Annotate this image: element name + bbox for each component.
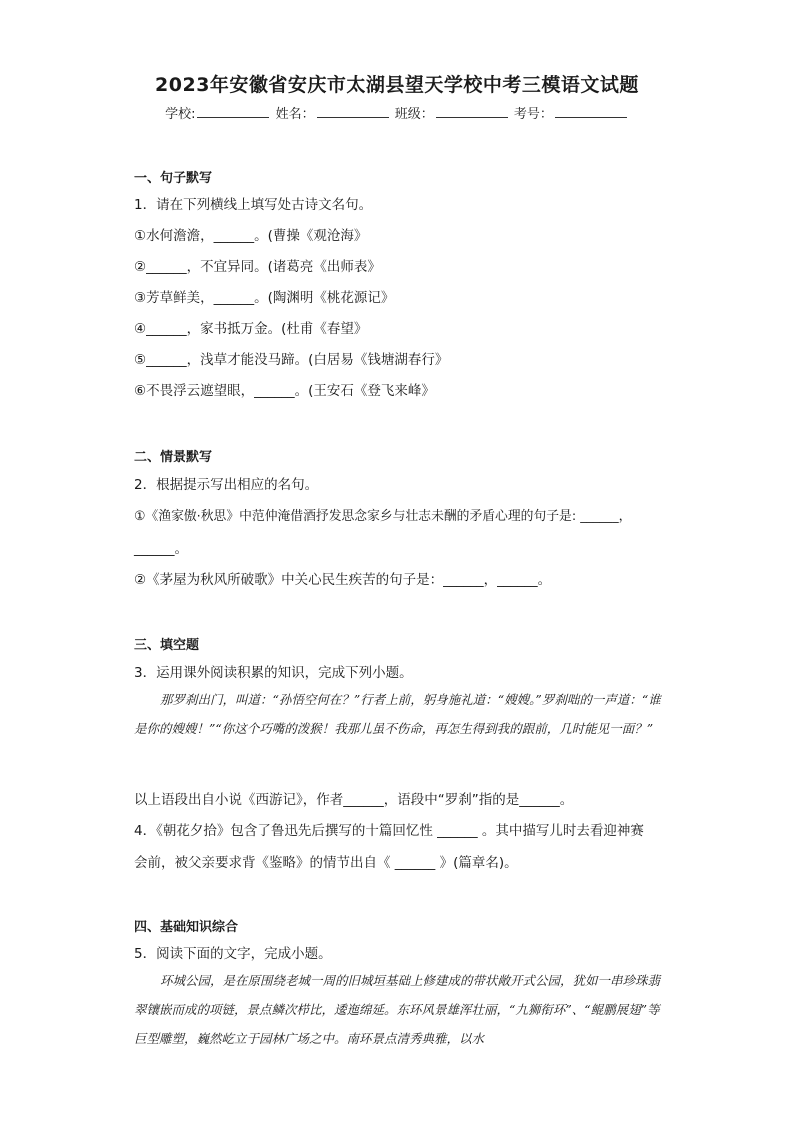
name-label: 姓名： xyxy=(275,107,315,122)
school-label: 学校: xyxy=(165,107,196,122)
question-1-item-2: ②______，不宜异同。(诸葛亮《出师表》 xyxy=(134,259,381,275)
question-2-item-1: ①《渔家傲·秋思》中范仲淹借酒抒发思念家乡与壮志未酬的矛盾心理的句子是: ______， xyxy=(134,509,632,524)
student-info-row xyxy=(0,103,794,122)
exam-title: 2023年安徽省安庆市太湖县望天学校中考三模语文试题 xyxy=(155,74,639,96)
question-3: 3．运用课外阅读积累的知识，完成下列小题。 xyxy=(134,665,413,681)
question-1: 1．请在下列横线上填写处古诗文名句。 xyxy=(134,197,373,213)
question-2-item-1-cont: ______。 xyxy=(134,541,188,557)
question-1-item-3: ③芳草鲜美，______。(陶渊明《桃花源记》 xyxy=(134,290,395,306)
question-2: 2．根据提示写出相应的名句。 xyxy=(134,477,319,493)
question-1-item-6: ⑥不畏浮云遮望眼，______。(王安石《登飞来峰》 xyxy=(134,383,435,399)
question-3-blank-line: 以上语段出自小说《西游记》，作者______，语段中“罗刹”指的是______。 xyxy=(134,792,574,808)
exam-no-blank[interactable] xyxy=(555,105,627,118)
section-heading-1: 一、句子默写 xyxy=(134,171,213,186)
question-4: 4．《朝花夕拾》包含了鲁迅先后撰写的十篇回忆性 ______ 。其中描写儿时去看迎神赛 xyxy=(134,823,644,839)
class-label: 班级： xyxy=(394,107,434,122)
question-4-cont: 会前，被父亲要求背《鉴略》的情节出自《 ______ 》(篇章名)。 xyxy=(134,855,518,871)
section-heading-2: 二、情景默写 xyxy=(134,450,213,465)
name-blank[interactable] xyxy=(317,105,389,118)
question-5: 5．阅读下面的文字，完成小题。 xyxy=(134,946,332,962)
school-blank[interactable] xyxy=(197,105,269,118)
question-1-item-1: ①水何澹澹，______。(曹操《观沧海》 xyxy=(134,228,368,244)
question-1-item-5: ⑤______，浅草才能没马蹄。(白居易《钱塘湖春行》 xyxy=(134,352,449,368)
section-heading-3: 三、填空题 xyxy=(134,638,200,653)
section-heading-4: 四、基础知识综合 xyxy=(134,920,239,935)
exam-no-label: 考号： xyxy=(513,107,553,122)
question-5-passage: 环城公园，是在原围绕老城一周的旧城垣基础上修建成的带状敞开式公园，犹如一串珍珠翡翠镶嵌而成的项链，景点鳞次栉比，逶迤绵延。东环风景雄浑壮丽，“九狮衔环”、“鲲鹏展翅”等巨型雕塑，巍然屹立于园林广场之中。南环景点清秀典雅，以水 xyxy=(134,973,661,1046)
question-1-item-4: ④______，家书抵万金。(杜甫《春望》 xyxy=(134,321,368,337)
class-blank[interactable] xyxy=(436,105,508,118)
question-3-passage: 那罗刹出门，叫道：“孙悟空何在？”行者上前，躬身施礼道：“嫂嫂。”罗刹咄的一声道：“谁是你的嫂嫂！”“你这个巧嘴的泼猴！我那儿虽不伤命，再怎生得到我的跟前，几时能见一面？” xyxy=(134,692,661,736)
question-2-item-2: ②《茅屋为秋风所破歌》中关心民生疾苦的句子是：______，______。 xyxy=(134,572,552,588)
